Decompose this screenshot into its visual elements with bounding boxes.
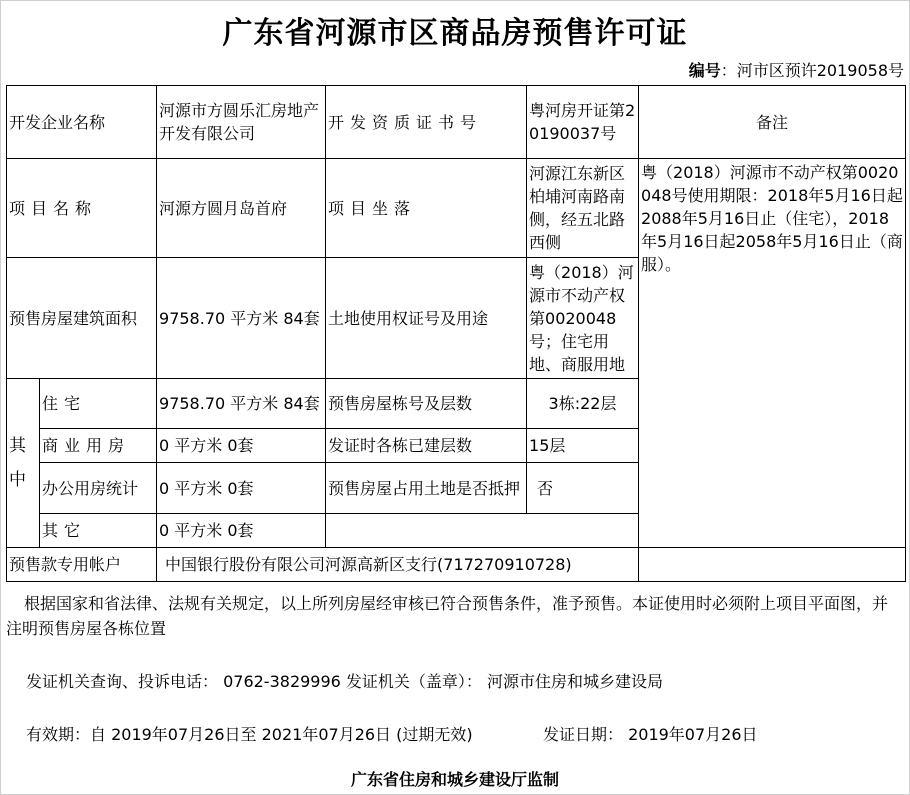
location-value: 河源江东新区柏埔河南路南侧，经五北路西侧	[527, 159, 639, 258]
presale-area-label: 预售房屋建筑面积	[7, 258, 157, 379]
mortgage-label: 预售房屋占用土地是否抵押	[326, 463, 527, 514]
other-label: 其它	[40, 514, 157, 548]
office-value: 0 平方米 0套	[157, 463, 326, 514]
serial-separator: ：	[720, 61, 737, 80]
remarks-value: 粤（2018）河源市不动产权第0020048号使用期限：2018年5月16日起2088年5月16日止（住宅），2018年5月16日起2058年5月16日止（商服）。	[639, 159, 906, 548]
table-row	[7, 159, 906, 258]
table-row	[7, 86, 906, 159]
empty-cell	[639, 548, 906, 582]
among-label: 其中	[7, 379, 40, 548]
land-cert-label: 土地使用权证号及用途	[326, 258, 527, 379]
building-label: 预售房屋栋号及层数	[326, 379, 527, 429]
project-name-value: 河源方圆月岛首府	[157, 159, 326, 258]
residential-value: 9758.70 平方米 84套	[157, 379, 326, 429]
validity-line: 有效期：自 2019年07月26日至 2021年07月26日 (过期无效)	[26, 725, 473, 744]
cert-label: 开发资质证书号	[326, 86, 527, 159]
location-label: 项目坐落	[326, 159, 527, 258]
contact-line: 发证机关查询、投诉电话： 0762-3829996 发证机关（盖章）： 河源市住房和城乡建设局	[26, 672, 664, 691]
license-table	[6, 85, 906, 582]
commercial-label: 商业用房	[40, 429, 157, 463]
footer-issuer: 广东省住房和城乡建设厅监制	[350, 770, 559, 789]
serial-number	[689, 58, 904, 81]
table-row	[7, 548, 906, 582]
developer-value: 河源市方圆乐汇房地产开发有限公司	[157, 86, 326, 159]
empty-cell	[326, 514, 527, 548]
building-value: 3栋:22层	[527, 379, 639, 429]
presale-area-value: 9758.70 平方米 84套	[157, 258, 326, 379]
other-value: 0 平方米 0套	[157, 514, 326, 548]
developer-label: 开发企业名称	[7, 86, 157, 159]
commercial-value: 0 平方米 0套	[157, 429, 326, 463]
account-label: 预售款专用帐户	[7, 548, 157, 582]
approval-statement: 根据国家和省法律、法规有关规定，以上所列房屋经审核已符合预售条件，准予预售。本证使用时必须附上项目平面图，并注明预售房屋各栋位置	[6, 594, 889, 638]
floors-built-value: 15层	[527, 429, 639, 463]
office-label: 办公用房统计	[40, 463, 157, 514]
serial-label: 编号	[688, 61, 721, 80]
mortgage-value: 否	[527, 463, 639, 514]
remarks-label: 备注	[639, 86, 906, 159]
certificate-title: 广东省河源市区商品房预售许可证	[222, 16, 688, 51]
project-name-label: 项目名称	[7, 159, 157, 258]
issue-date: 发证日期： 2019年07月26日	[543, 725, 758, 744]
cert-value: 粤河房开证第20190037号	[527, 86, 639, 159]
serial-value: 河市区预许2019058号	[736, 61, 904, 80]
land-cert-value: 粤（2018）河源市不动产权第0020048号；住宅用地、商服用地	[527, 258, 639, 379]
account-value: 中国银行股份有限公司河源高新区支行(717270910728)	[157, 548, 639, 582]
empty-cell	[527, 514, 639, 548]
residential-label: 住宅	[40, 379, 157, 429]
floors-built-label: 发证时各栋已建层数	[326, 429, 527, 463]
